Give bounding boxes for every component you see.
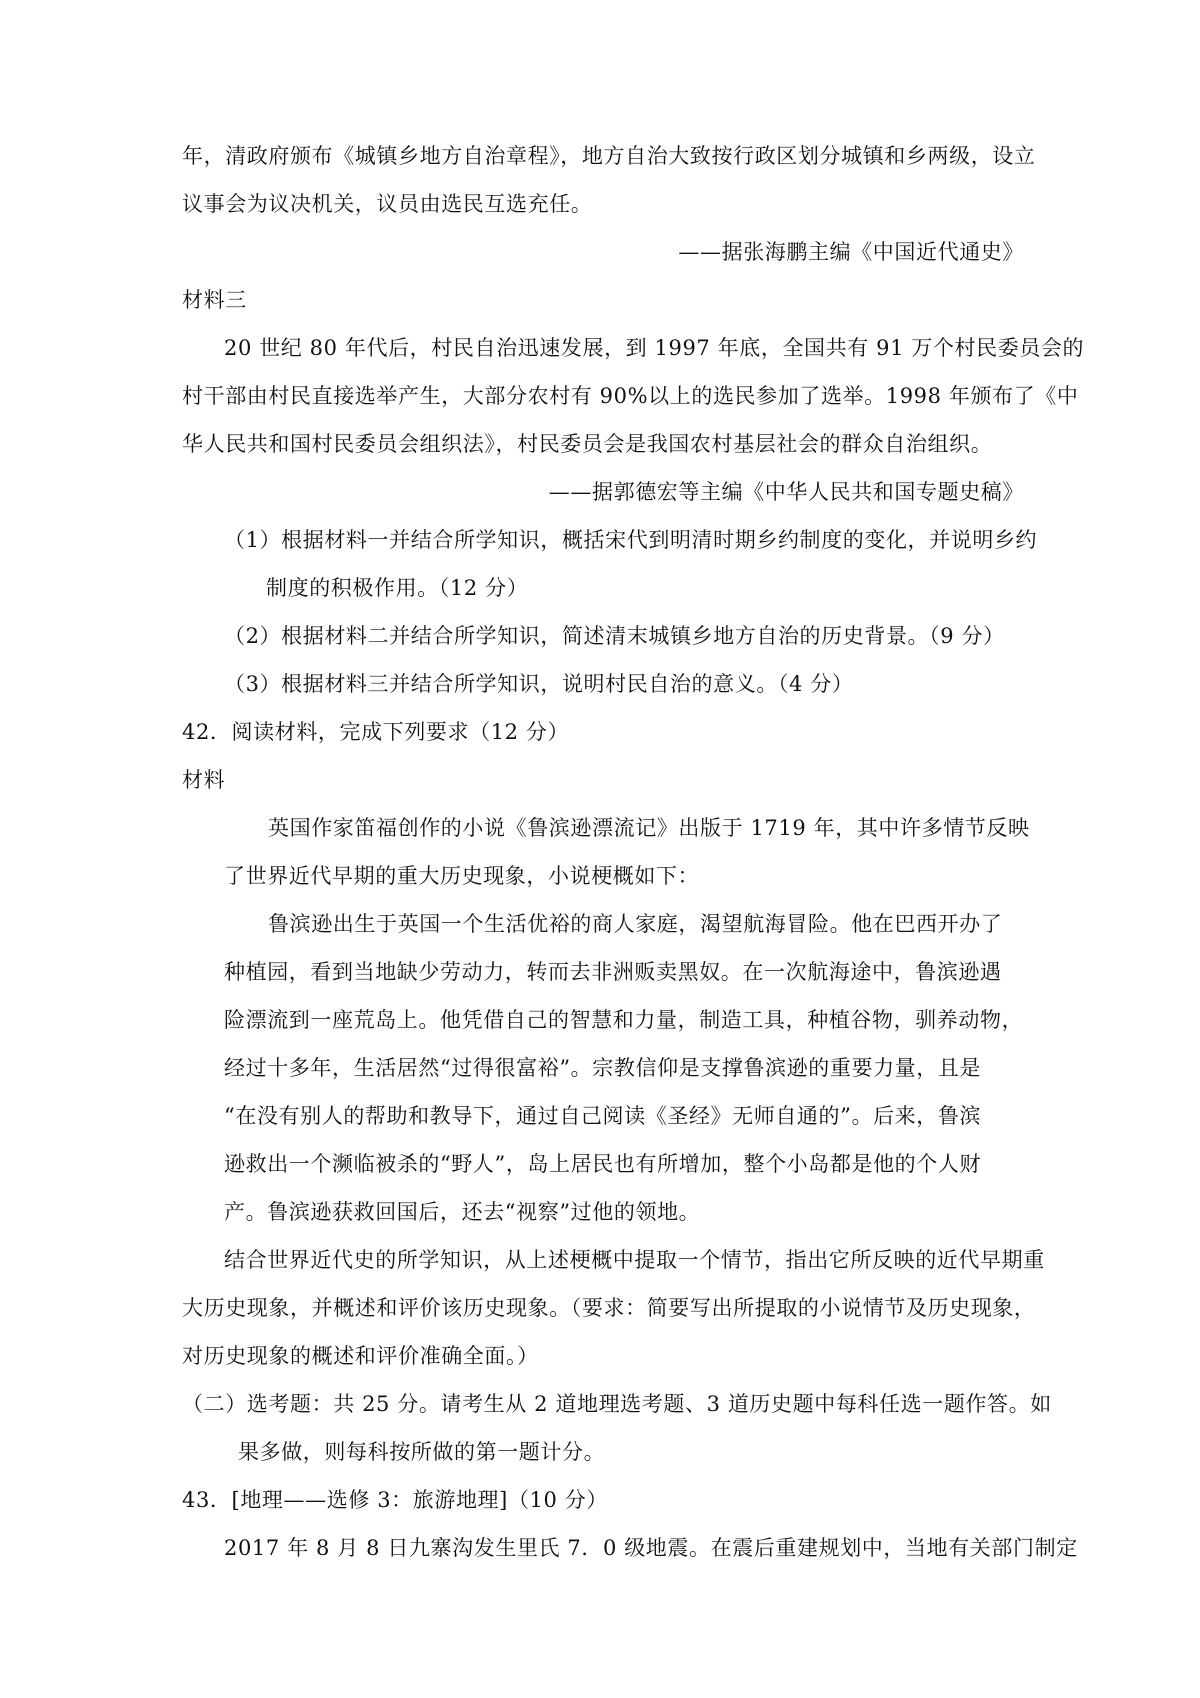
material3-source: ——据郭德宏等主编《中华人民共和国专题史稿》 [548, 480, 1024, 504]
question-42-title: 42．阅读材料，完成下列要求（12 分） [182, 720, 570, 744]
question-42-task-line-1: 结合世界近代史的所学知识，从上述梗概中提取一个情节，指出它所反映的近代早期重 [224, 1248, 1045, 1272]
material3-heading: 材料三 [182, 288, 247, 312]
question-42-intro-line-1: 英国作家笛福创作的小说《鲁滨逊漂流记》出版于 1719 年，其中许多情节反映 [268, 816, 1030, 840]
question-1-line-1: （1）根据材料一并结合所学知识，概括宋代到明清时期乡约制度的变化，并说明乡约 [224, 528, 1038, 552]
question-2: （2）根据材料二并结合所学知识，简述清末城镇乡地方自治的历史背景。（9 分） [224, 624, 1005, 648]
material3-line-2: 村干部由村民直接选举产生，大部分农村有 90%以上的选民参加了选举。1998 年颁布了《中 [182, 384, 1079, 408]
question-42-task-line-3: 对历史现象的概述和评价准确全面。） [182, 1344, 539, 1368]
question-42-story-line-4: 经过十多年，生活居然“过得很富裕”。宗教信仰是支撑鲁滨逊的重要力量，且是 [224, 1056, 982, 1080]
material2-line-1: 年，清政府颁布《城镇乡地方自治章程》，地方自治大致按行政区划分城镇和乡两级，设立 [182, 144, 1036, 168]
question-42-story-line-6: 逊救出一个濒临被杀的“野人”，岛上居民也有所增加，整个小岛都是他的个人财 [224, 1152, 982, 1176]
question-42-story-line-7: 产。鲁滨逊获救回国后，还去“视察”过他的领地。 [224, 1200, 701, 1224]
elective-section-line-1: （二）选考题：共 25 分。请考生从 2 道地理选考题、3 道历史题中每科任选一题作答。如 [182, 1392, 1052, 1416]
question-42-story-line-5: “在没有别人的帮助和教导下，通过自己阅读《圣经》无师自通的”。后来，鲁滨 [224, 1104, 982, 1128]
material2-line-2: 议事会为议决机关，议员由选民互选充任。 [182, 192, 593, 216]
material3-line-1: 20 世纪 80 年代后，村民自治迅速发展，到 1997 年底，全国共有 91 万个村民委员会的 [224, 336, 1085, 360]
question-42-story-line-3: 险漂流到一座荒岛上。他凭借自己的智慧和力量，制造工具，种植谷物，驯养动物， [224, 1008, 1024, 1032]
question-42-story-line-2: 种植园，看到当地缺少劳动力，转而去非洲贩卖黑奴。在一次航海途中，鲁滨逊遇 [224, 960, 1002, 984]
material3-line-3: 华人民共和国村民委员会组织法》，村民委员会是我国农村基层社会的群众自治组织。 [182, 432, 993, 456]
question-42-intro-line-2: 了世界近代早期的重大历史现象，小说梗概如下： [224, 864, 700, 888]
question-1-line-2: 制度的积极作用。（12 分） [266, 576, 529, 600]
elective-section-line-2: 果多做，则每科按所做的第一题计分。 [238, 1440, 606, 1464]
material2-source: ——据张海鹏主编《中国近代通史》 [678, 240, 1024, 264]
question-42-task-line-2: 大历史现象，并概述和评价该历史现象。（要求：简要写出所提取的小说情节及历史现象， [182, 1296, 1036, 1320]
question-42-story-line-1: 鲁滨逊出生于英国一个生活优裕的商人家庭，渴望航海冒险。他在巴西开办了 [268, 912, 1003, 936]
question-42-material-heading: 材料 [182, 768, 226, 792]
question-3: （3）根据材料三并结合所学知识，说明村民自治的意义。（4 分） [224, 672, 854, 696]
question-43-title: 43．[地理——选修 3：旅游地理]（10 分） [182, 1488, 608, 1512]
question-43-line-1: 2017 年 8 月 8 日九寨沟发生里氏 7．0 级地震。在震后重建规划中，当地有关部门制定 [224, 1536, 1078, 1560]
